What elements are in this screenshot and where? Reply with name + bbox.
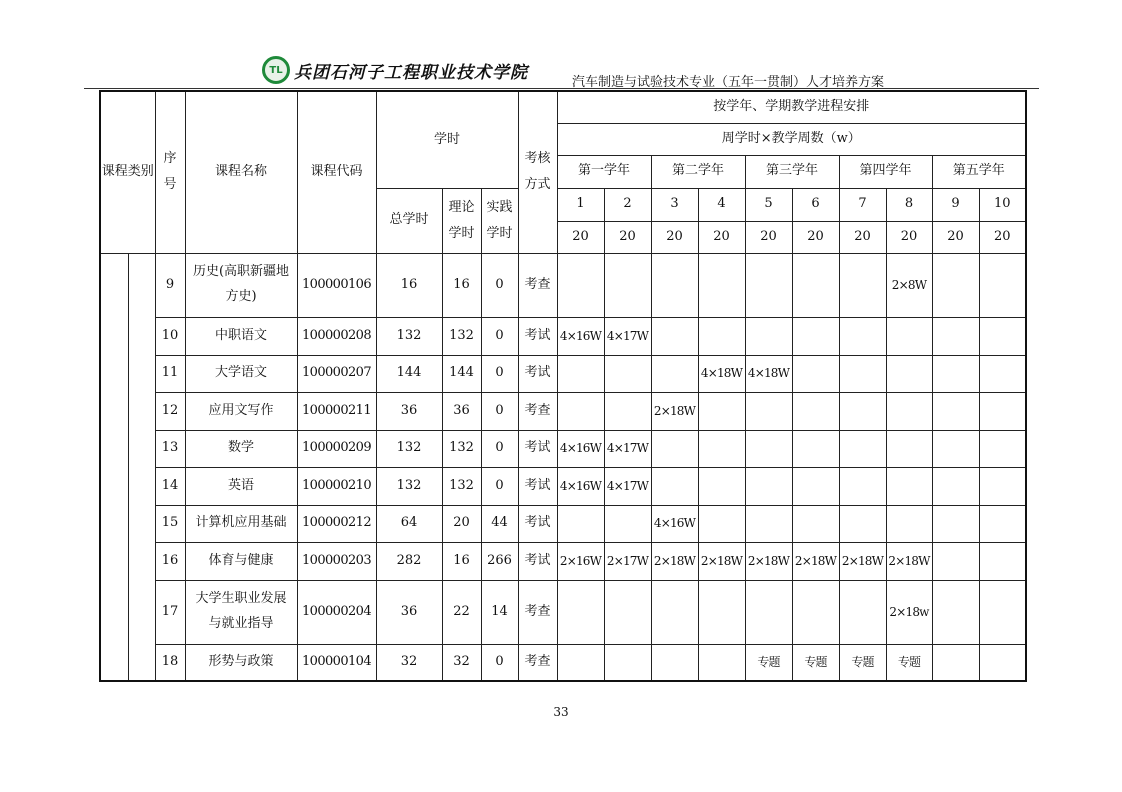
- cell-semester-hours: [745, 580, 792, 644]
- cell-course-code: 100000212: [297, 505, 376, 542]
- cell-course-name: 体育与健康: [185, 542, 297, 580]
- cell-course-name: 数学: [185, 430, 297, 467]
- cell-exam-method: 考查: [518, 644, 557, 681]
- cell-semester-hours: [557, 644, 604, 681]
- header-semester: 4: [698, 188, 745, 221]
- category-cell-outer: [100, 253, 128, 681]
- cell-semester-hours: [651, 644, 698, 681]
- cell-semester-hours: [932, 505, 979, 542]
- cell-semester-hours: 2×8W: [886, 253, 932, 317]
- cell-seq: 11: [155, 355, 185, 392]
- cell-semester-hours: 2×18W: [651, 542, 698, 580]
- cell-semester-hours: [651, 430, 698, 467]
- cell-total-hours: 16: [376, 253, 442, 317]
- cell-semester-hours: 2×18W: [745, 542, 792, 580]
- cell-seq: 16: [155, 542, 185, 580]
- cell-semester-hours: 4×17W: [604, 467, 651, 505]
- header-total-hours: 总学时: [376, 188, 442, 253]
- cell-semester-hours: [886, 317, 932, 355]
- cell-semester-hours: 2×18W: [792, 542, 839, 580]
- cell-course-code: 100000204: [297, 580, 376, 644]
- header-semester: 6: [792, 188, 839, 221]
- header-divider: [84, 88, 1039, 89]
- cell-theory-hours: 16: [442, 542, 481, 580]
- cell-theory-hours: 132: [442, 467, 481, 505]
- cell-semester-hours: [839, 355, 886, 392]
- header-weeks: 20: [979, 221, 1026, 253]
- cell-semester-hours: 2×18W: [698, 542, 745, 580]
- cell-semester-hours: [698, 580, 745, 644]
- header-exam-method: 考核方式: [518, 91, 557, 253]
- cell-exam-method: 考试: [518, 542, 557, 580]
- cell-theory-hours: 22: [442, 580, 481, 644]
- cell-semester-hours: [698, 317, 745, 355]
- cell-semester-hours: [651, 467, 698, 505]
- cell-semester-hours: [604, 392, 651, 430]
- cell-semester-hours: [651, 253, 698, 317]
- cell-semester-hours: [932, 430, 979, 467]
- cell-seq: 15: [155, 505, 185, 542]
- cell-semester-hours: 专题: [745, 644, 792, 681]
- college-logo: [262, 55, 528, 85]
- cell-seq: 9: [155, 253, 185, 317]
- cell-semester-hours: [698, 430, 745, 467]
- page-number: 33: [553, 705, 569, 719]
- cell-exam-method: 考查: [518, 392, 557, 430]
- header-weeks: 20: [932, 221, 979, 253]
- cell-semester-hours: 4×16W: [557, 317, 604, 355]
- cell-course-name: 中职语文: [185, 317, 297, 355]
- cell-semester-hours: [792, 392, 839, 430]
- header-weeks: 20: [557, 221, 604, 253]
- cell-total-hours: 144: [376, 355, 442, 392]
- cell-practice-hours: 0: [481, 467, 518, 505]
- cell-semester-hours: 4×17W: [604, 430, 651, 467]
- category-cell-inner: [128, 253, 155, 681]
- cell-semester-hours: [557, 355, 604, 392]
- cell-seq: 17: [155, 580, 185, 644]
- header-category: 课程类别: [100, 91, 155, 253]
- page-header: [0, 0, 1122, 92]
- cell-practice-hours: 0: [481, 317, 518, 355]
- cell-practice-hours: 0: [481, 430, 518, 467]
- cell-semester-hours: [557, 253, 604, 317]
- cell-theory-hours: 16: [442, 253, 481, 317]
- cell-semester-hours: [979, 467, 1026, 505]
- cell-theory-hours: 132: [442, 317, 481, 355]
- header-weeks: 20: [604, 221, 651, 253]
- cell-seq: 12: [155, 392, 185, 430]
- cell-total-hours: 64: [376, 505, 442, 542]
- cell-course-name: 历史(高职新疆地方史): [185, 253, 297, 317]
- header-weeks: 20: [698, 221, 745, 253]
- cell-semester-hours: [839, 317, 886, 355]
- cell-semester-hours: [698, 253, 745, 317]
- cell-semester-hours: [979, 392, 1026, 430]
- curriculum-table: [99, 90, 1027, 682]
- cell-semester-hours: [745, 467, 792, 505]
- table-row: [100, 505, 1026, 542]
- cell-semester-hours: [557, 580, 604, 644]
- cell-semester-hours: [979, 253, 1026, 317]
- cell-course-name: 英语: [185, 467, 297, 505]
- cell-semester-hours: [792, 430, 839, 467]
- cell-semester-hours: [979, 542, 1026, 580]
- cell-practice-hours: 14: [481, 580, 518, 644]
- header-year-3: 第三学年: [745, 155, 839, 188]
- cell-semester-hours: [557, 392, 604, 430]
- cell-course-code: 100000104: [297, 644, 376, 681]
- cell-semester-hours: 2×18W: [839, 542, 886, 580]
- cell-practice-hours: 0: [481, 392, 518, 430]
- cell-total-hours: 132: [376, 430, 442, 467]
- cell-course-code: 100000207: [297, 355, 376, 392]
- cell-seq: 14: [155, 467, 185, 505]
- cell-total-hours: 32: [376, 644, 442, 681]
- cell-semester-hours: [932, 392, 979, 430]
- cell-semester-hours: [979, 505, 1026, 542]
- header-year-2: 第二学年: [651, 155, 745, 188]
- cell-semester-hours: [792, 355, 839, 392]
- cell-semester-hours: [745, 253, 792, 317]
- cell-semester-hours: [886, 355, 932, 392]
- college-emblem-icon: TL: [262, 56, 290, 84]
- table-row: [100, 317, 1026, 355]
- cell-theory-hours: 132: [442, 430, 481, 467]
- cell-practice-hours: 0: [481, 253, 518, 317]
- cell-seq: 13: [155, 430, 185, 467]
- cell-semester-hours: 4×16W: [651, 505, 698, 542]
- cell-semester-hours: [886, 505, 932, 542]
- cell-semester-hours: 2×18W: [886, 542, 932, 580]
- cell-total-hours: 36: [376, 392, 442, 430]
- cell-practice-hours: 0: [481, 644, 518, 681]
- header-theory-hours: 理论学时: [442, 188, 481, 253]
- header-semester: 8: [886, 188, 932, 221]
- header-year-1: 第一学年: [557, 155, 651, 188]
- cell-semester-hours: [698, 392, 745, 430]
- cell-semester-hours: [745, 392, 792, 430]
- cell-course-code: 100000203: [297, 542, 376, 580]
- header-semester: 5: [745, 188, 792, 221]
- cell-semester-hours: [792, 467, 839, 505]
- cell-semester-hours: [745, 317, 792, 355]
- cell-exam-method: 考试: [518, 505, 557, 542]
- cell-semester-hours: [979, 355, 1026, 392]
- header-weeks: 20: [745, 221, 792, 253]
- header-course-name: 课程名称: [185, 91, 297, 253]
- cell-semester-hours: [604, 253, 651, 317]
- cell-course-name: 大学生职业发展与就业指导: [185, 580, 297, 644]
- document-title: 汽车制造与试验技术专业（五年一贯制）人才培养方案: [572, 75, 885, 90]
- cell-theory-hours: 32: [442, 644, 481, 681]
- cell-exam-method: 考试: [518, 467, 557, 505]
- cell-practice-hours: 0: [481, 355, 518, 392]
- header-weeks: 20: [886, 221, 932, 253]
- header-semester: 1: [557, 188, 604, 221]
- cell-total-hours: 36: [376, 580, 442, 644]
- cell-semester-hours: [698, 467, 745, 505]
- header-hours: 学时: [376, 91, 518, 188]
- header-semester: 7: [839, 188, 886, 221]
- cell-semester-hours: 专题: [886, 644, 932, 681]
- cell-semester-hours: [604, 505, 651, 542]
- table-row: [100, 392, 1026, 430]
- cell-semester-hours: [932, 542, 979, 580]
- cell-semester-hours: [932, 355, 979, 392]
- cell-total-hours: 132: [376, 317, 442, 355]
- cell-practice-hours: 266: [481, 542, 518, 580]
- cell-semester-hours: 4×18W: [698, 355, 745, 392]
- header-practice-hours: 实践学时: [481, 188, 518, 253]
- cell-semester-hours: [839, 467, 886, 505]
- table-row: [100, 253, 1026, 317]
- table-row: [100, 644, 1026, 681]
- cell-course-code: 100000208: [297, 317, 376, 355]
- cell-semester-hours: 2×18W: [651, 392, 698, 430]
- cell-theory-hours: 144: [442, 355, 481, 392]
- table-header: [100, 91, 1026, 253]
- table-row: [100, 355, 1026, 392]
- cell-semester-hours: [604, 580, 651, 644]
- cell-course-code: 100000209: [297, 430, 376, 467]
- cell-semester-hours: [979, 430, 1026, 467]
- header-semester: 2: [604, 188, 651, 221]
- header-weeks: 20: [839, 221, 886, 253]
- cell-semester-hours: [792, 580, 839, 644]
- cell-semester-hours: [792, 317, 839, 355]
- cell-course-name: 形势与政策: [185, 644, 297, 681]
- cell-semester-hours: 2×16W: [557, 542, 604, 580]
- header-schedule-line1: 按学年、学期教学进程安排: [557, 91, 1026, 123]
- cell-semester-hours: 2×17W: [604, 542, 651, 580]
- cell-semester-hours: 4×16W: [557, 430, 604, 467]
- cell-exam-method: 考试: [518, 317, 557, 355]
- cell-semester-hours: [745, 430, 792, 467]
- cell-semester-hours: [698, 505, 745, 542]
- cell-course-code: 100000106: [297, 253, 376, 317]
- cell-semester-hours: [792, 253, 839, 317]
- cell-semester-hours: [839, 580, 886, 644]
- cell-exam-method: 考查: [518, 253, 557, 317]
- header-year-5: 第五学年: [932, 155, 1026, 188]
- cell-theory-hours: 20: [442, 505, 481, 542]
- cell-semester-hours: [651, 580, 698, 644]
- cell-semester-hours: [932, 317, 979, 355]
- cell-semester-hours: [839, 253, 886, 317]
- cell-course-name: 应用文写作: [185, 392, 297, 430]
- table-row: [100, 542, 1026, 580]
- header-year-4: 第四学年: [839, 155, 932, 188]
- cell-semester-hours: [932, 253, 979, 317]
- cell-practice-hours: 44: [481, 505, 518, 542]
- table-row: [100, 467, 1026, 505]
- cell-semester-hours: [839, 392, 886, 430]
- cell-semester-hours: 专题: [792, 644, 839, 681]
- table-row: [100, 580, 1026, 644]
- header-weeks: 20: [792, 221, 839, 253]
- table-body: [100, 253, 1026, 681]
- cell-semester-hours: [886, 467, 932, 505]
- cell-total-hours: 282: [376, 542, 442, 580]
- cell-course-code: 100000211: [297, 392, 376, 430]
- cell-semester-hours: [651, 317, 698, 355]
- cell-semester-hours: [698, 644, 745, 681]
- cell-semester-hours: [979, 580, 1026, 644]
- cell-semester-hours: [604, 644, 651, 681]
- cell-semester-hours: [886, 430, 932, 467]
- cell-semester-hours: [792, 505, 839, 542]
- header-seq: 序号: [155, 91, 185, 253]
- cell-semester-hours: 4×18W: [745, 355, 792, 392]
- cell-semester-hours: [557, 505, 604, 542]
- cell-semester-hours: [979, 644, 1026, 681]
- cell-semester-hours: 专题: [839, 644, 886, 681]
- header-weeks: 20: [651, 221, 698, 253]
- cell-semester-hours: [839, 430, 886, 467]
- cell-semester-hours: [604, 355, 651, 392]
- cell-seq: 10: [155, 317, 185, 355]
- cell-semester-hours: [745, 505, 792, 542]
- header-semester: 10: [979, 188, 1026, 221]
- college-name: 兵团石河子工程职业技术学院: [294, 62, 528, 83]
- cell-semester-hours: [932, 467, 979, 505]
- header-semester: 9: [932, 188, 979, 221]
- cell-theory-hours: 36: [442, 392, 481, 430]
- cell-seq: 18: [155, 644, 185, 681]
- cell-semester-hours: 4×17W: [604, 317, 651, 355]
- cell-semester-hours: [979, 317, 1026, 355]
- table-row: [100, 430, 1026, 467]
- header-semester: 3: [651, 188, 698, 221]
- cell-exam-method: 考查: [518, 580, 557, 644]
- cell-total-hours: 132: [376, 467, 442, 505]
- cell-semester-hours: [932, 644, 979, 681]
- cell-exam-method: 考试: [518, 430, 557, 467]
- header-course-code: 课程代码: [297, 91, 376, 253]
- cell-semester-hours: [932, 580, 979, 644]
- cell-semester-hours: 2×18w: [886, 580, 932, 644]
- cell-semester-hours: [886, 392, 932, 430]
- cell-semester-hours: [651, 355, 698, 392]
- cell-semester-hours: 4×16W: [557, 467, 604, 505]
- cell-exam-method: 考试: [518, 355, 557, 392]
- cell-course-name: 大学语文: [185, 355, 297, 392]
- cell-course-name: 计算机应用基础: [185, 505, 297, 542]
- cell-semester-hours: [839, 505, 886, 542]
- cell-course-code: 100000210: [297, 467, 376, 505]
- header-schedule-line2: 周学时×教学周数（w）: [557, 123, 1026, 155]
